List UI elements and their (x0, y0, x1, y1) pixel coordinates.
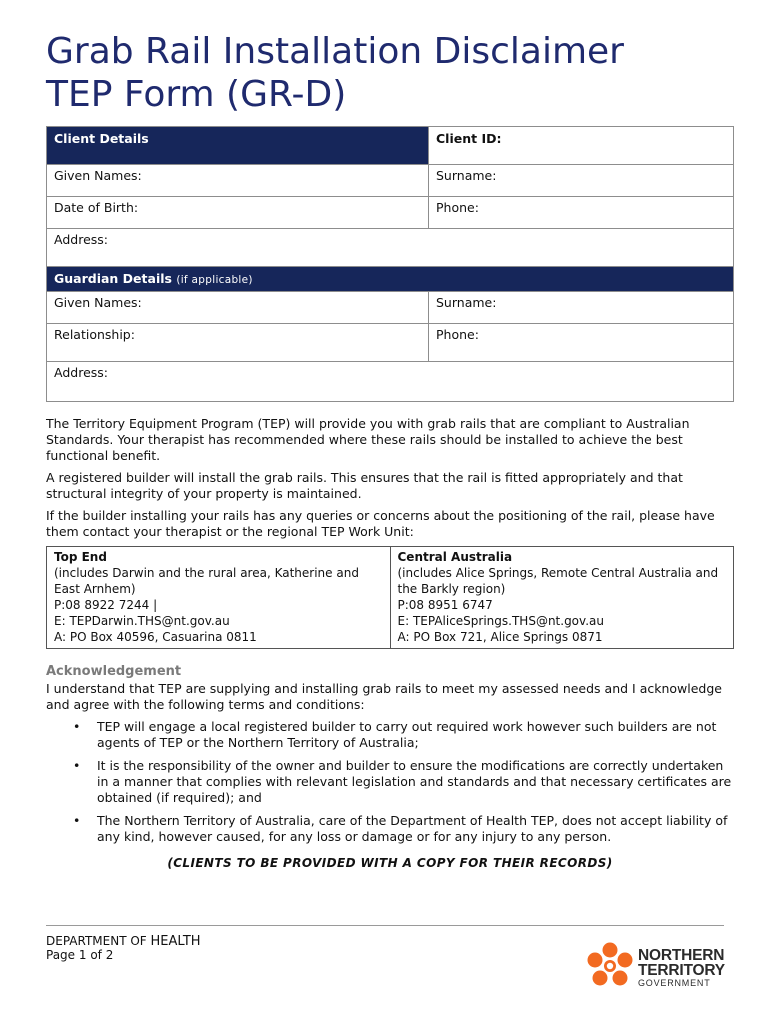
builder-paragraph: A registered builder will install the grab rails. This ensures that the rail is fitted appropriately and that structural integrity of your property is maintained. (46, 470, 683, 501)
bullet-icon: • (73, 813, 81, 828)
page-title (46, 30, 734, 116)
contacts-table (46, 546, 734, 649)
client-id-field[interactable]: Client ID: (429, 127, 734, 165)
guardian-header-note: (if applicable) (176, 274, 253, 286)
acknowledgement-heading: Acknowledgement (46, 664, 182, 679)
copy-notice: (CLIENTS TO BE PROVIDED WITH A COPY FOR THEIR RECORDS) (167, 856, 613, 870)
contact-phone: P:08 8922 7244 | (54, 598, 158, 612)
nt-government-logo (584, 940, 734, 996)
guardian-surname-field[interactable]: Surname: (429, 292, 734, 324)
contact-top-end (47, 547, 391, 649)
page-number: Page 1 of 2 (46, 948, 114, 962)
footer-department (46, 934, 201, 949)
title-line-1: Grab Rail Installation Disclaimer (46, 31, 624, 72)
guardian-relationship-field[interactable]: Relationship: (47, 324, 429, 362)
contact-phone: P:08 8951 6747 (397, 598, 493, 612)
contact-name: Top End (54, 550, 107, 564)
client-address-field[interactable]: Address: (47, 229, 734, 267)
contact-address: A: PO Box 721, Alice Springs 0871 (397, 630, 603, 644)
contact-address: A: PO Box 40596, Casuarina 0811 (54, 630, 257, 644)
title-line-2: TEP Form (GR-D) (46, 74, 347, 115)
contact-email: E: TEPAliceSprings.THS@nt.gov.au (397, 614, 604, 628)
details-table (46, 126, 734, 402)
form-page (46, 0, 734, 870)
guardian-address-field[interactable]: Address: (47, 362, 734, 402)
term-text: The Northern Territory of Australia, care of the Department of Health TEP, does not accept liability of any kind, however caused, for any loss or damage or for any injury to any person. (97, 813, 728, 844)
contact-paragraph: If the builder installing your rails has any queries or concerns about the positioning of the rail, please have them contact your therapist or the regional TEP Work Unit: (46, 508, 715, 539)
term-text: TEP will engage a local registered builder to carry out required work however such builders are not agents of TEP or the Northern Territory of Australia; (97, 719, 717, 750)
list-item (46, 813, 734, 845)
list-item (46, 719, 734, 751)
client-given-names-field[interactable]: Given Names: (47, 165, 429, 197)
term-text: It is the responsibility of the owner and builder to ensure the modifications are correctly undertaken in a manner that complies with relevant legislation and standards and that necessary certificates are obtained (if required); and (97, 758, 732, 805)
logo-line-1: NORTHERN (638, 947, 725, 964)
guardian-header-label: Guardian Details (54, 271, 172, 286)
flower-logo-icon (584, 940, 636, 996)
guardian-details-header (47, 267, 734, 292)
terms-list (46, 719, 734, 845)
department-name: HEALTH (150, 934, 201, 949)
bullet-icon: • (73, 758, 81, 773)
bullet-icon: • (73, 719, 81, 734)
logo-line-2: TERRITORY (638, 962, 725, 979)
client-surname-field[interactable]: Surname: (429, 165, 734, 197)
contact-name: Central Australia (397, 550, 513, 564)
contact-area: (includes Darwin and the rural area, Katherine and East Arnhem) (54, 566, 359, 596)
department-prefix: DEPARTMENT OF (46, 934, 147, 948)
guardian-given-names-field[interactable]: Given Names: (47, 292, 429, 324)
contact-central-australia (390, 547, 734, 649)
logo-line-3: GOVERNMENT (638, 978, 711, 988)
client-details-header: Client Details (47, 127, 429, 165)
client-phone-field[interactable]: Phone: (429, 197, 734, 229)
list-item (46, 758, 734, 806)
client-dob-field[interactable]: Date of Birth: (47, 197, 429, 229)
guardian-phone-field[interactable]: Phone: (429, 324, 734, 362)
footer-divider (46, 925, 724, 926)
contact-email: E: TEPDarwin.THS@nt.gov.au (54, 614, 230, 628)
intro-paragraph: The Territory Equipment Program (TEP) will provide you with grab rails that are compliant to Australian Standards. Your therapist has recommended where these rails should be installed to achieve the best functional benefit. (46, 416, 690, 463)
contact-area: (includes Alice Springs, Remote Central Australia and the Barkly region) (397, 566, 719, 596)
acknowledgement-intro: I understand that TEP are supplying and installing grab rails to meet my assessed needs and I acknowledge and agree with the following terms and conditions: (46, 681, 722, 712)
